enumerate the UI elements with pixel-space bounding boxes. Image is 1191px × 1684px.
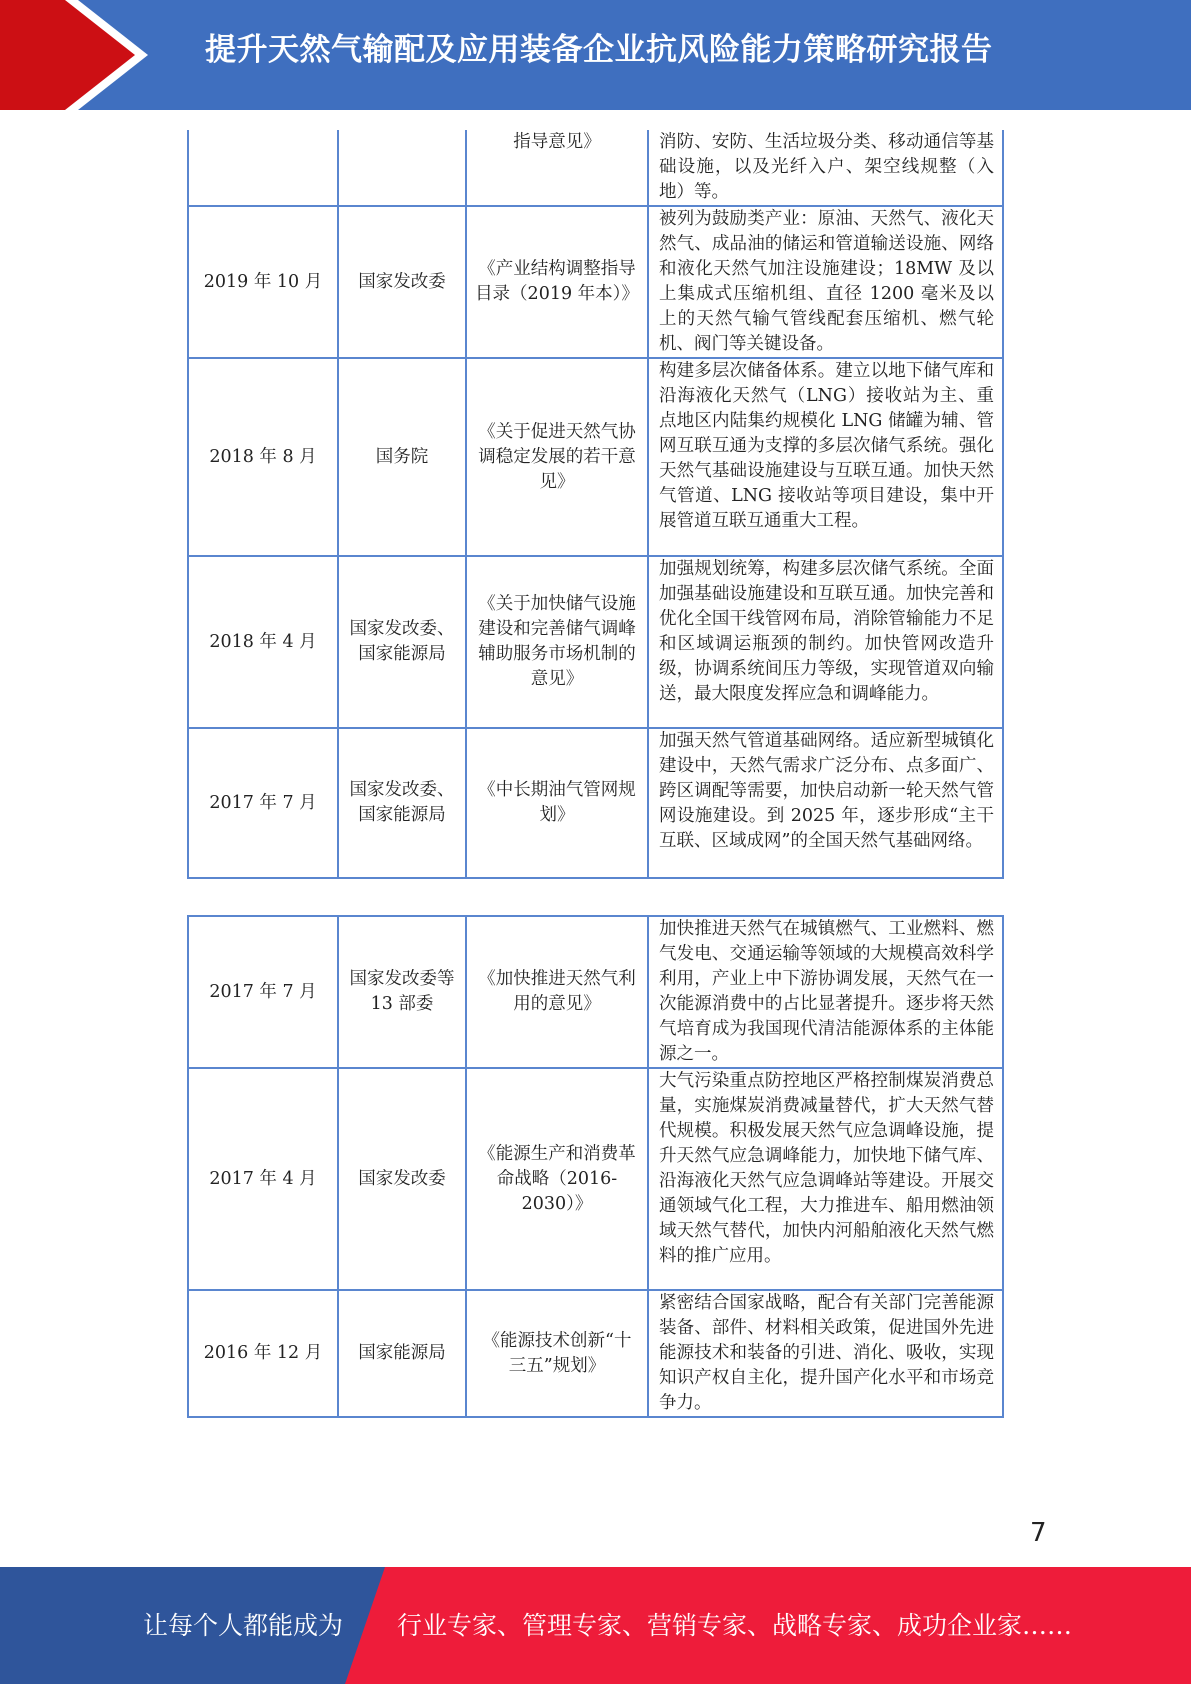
policy-title-cell: 《加快推进天然气利用的意见》 (466, 916, 648, 1068)
page-footer (0, 1567, 1191, 1684)
policy-table-2 (187, 915, 1004, 1418)
header-chevron-decoration (0, 0, 160, 110)
policy-title-cell: 指导意见》 (466, 130, 648, 206)
issuer-cell: 国家发改委 (338, 1068, 466, 1290)
policy-content-cell: 被列为鼓励类产业：原油、天然气、液化天然气、成品油的储运和管道输送设施、网络和液化天然气加注设施建设；18MW 及以上集成式压缩机组、直径 1200 毫米及以上的天然气输气管线配套压缩机、燃气轮机、阀门等关键设备。 (648, 206, 1003, 358)
policy-title-cell: 《关于加快储气设施建设和完善储气调峰辅助服务市场机制的意见》 (466, 556, 648, 728)
policy-content-cell: 构建多层次储备体系。建立以地下储气库和沿海液化天然气（LNG）接收站为主、重点地区内陆集约规模化 LNG 储罐为辅、管网互联互通为支撑的多层次储气系统。强化天然气基础设施建设与互联互通。加快天然气管道、LNG 接收站等项目建设，集中开展管道互联互通重大工程。 (648, 358, 1003, 556)
issuer-cell (338, 130, 466, 206)
policy-content-cell: 消防、安防、生活垃圾分类、移动通信等基础设施，以及光纤入户、架空线规整（入地）等。 (648, 130, 1003, 206)
issuer-cell: 国家发改委、国家能源局 (338, 556, 466, 728)
footer-slogan-right: 行业专家、管理专家、营销专家、战略专家、成功企业家…… (397, 1611, 1073, 1640)
policy-table-1 (187, 130, 1004, 879)
issuer-cell: 国家发改委、国家能源局 (338, 728, 466, 878)
table-row (188, 556, 1003, 728)
issuer-cell: 国务院 (338, 358, 466, 556)
date-cell (188, 130, 338, 206)
footer-slogan-left: 让每个人都能成为 (143, 1611, 344, 1640)
page-number: 7 (1030, 1518, 1047, 1548)
policy-content-cell: 大气污染重点防控地区严格控制煤炭消费总量，实施煤炭消费减量替代，扩大天然气替代规模。积极发展天然气应急调峰设施，提升天然气应急调峰能力，加快地下储气库、沿海液化天然气应急调峰站等建设。开展交通领域气化工程，大力推进车、船用燃油领域天然气替代，加快内河船舶液化天然气燃料的推广应用。 (648, 1068, 1003, 1290)
policy-content-cell: 加强天然气管道基础网络。适应新型城镇化建设中，天然气需求广泛分布、点多面广、跨区调配等需要，加快启动新一轮天然气管网设施建设。到 2025 年，逐步形成“主干互联、区域成网”的全国天然气基础网络。 (648, 728, 1003, 878)
policy-title-cell: 《中长期油气管网规划》 (466, 728, 648, 878)
table-row (188, 358, 1003, 556)
date-cell: 2016 年 12 月 (188, 1290, 338, 1417)
report-title: 提升天然气输配及应用装备企业抗风险能力策略研究报告 (205, 32, 993, 68)
table-row (188, 206, 1003, 358)
policy-title-cell: 《能源生产和消费革命战略（2016-2030）》 (466, 1068, 648, 1290)
table-row (188, 1068, 1003, 1290)
date-cell: 2017 年 7 月 (188, 916, 338, 1068)
issuer-cell: 国家发改委等 13 部委 (338, 916, 466, 1068)
table-row (188, 728, 1003, 878)
issuer-cell: 国家能源局 (338, 1290, 466, 1417)
table-row (188, 130, 1003, 206)
date-cell: 2018 年 4 月 (188, 556, 338, 728)
date-cell: 2019 年 10 月 (188, 206, 338, 358)
issuer-cell: 国家发改委 (338, 206, 466, 358)
date-cell: 2018 年 8 月 (188, 358, 338, 556)
date-cell: 2017 年 7 月 (188, 728, 338, 878)
table-row (188, 916, 1003, 1068)
policy-title-cell: 《产业结构调整指导目录（2019 年本）》 (466, 206, 648, 358)
policy-content-cell: 加快推进天然气在城镇燃气、工业燃料、燃气发电、交通运输等领域的大规模高效科学利用，产业上中下游协调发展，天然气在一次能源消费中的占比显著提升。逐步将天然气培育成为我国现代清洁能源体系的主体能源之一。 (648, 916, 1003, 1068)
date-cell: 2017 年 4 月 (188, 1068, 338, 1290)
policy-title-cell: 《关于促进天然气协调稳定发展的若干意见》 (466, 358, 648, 556)
page-header (0, 0, 1191, 110)
policy-title-cell: 《能源技术创新“十三五”规划》 (466, 1290, 648, 1417)
policy-content-cell: 紧密结合国家战略，配合有关部门完善能源装备、部件、材料相关政策，促进国外先进能源技术和装备的引进、消化、吸收，实现知识产权自主化，提升国产化水平和市场竞争力。 (648, 1290, 1003, 1417)
policy-content-cell: 加强规划统筹，构建多层次储气系统。全面加强基础设施建设和互联互通。加快完善和优化全国干线管网布局，消除管输能力不足和区域调运瓶颈的制约。加快管网改造升级，协调系统间压力等级，实现管道双向输送，最大限度发挥应急和调峰能力。 (648, 556, 1003, 728)
table-row (188, 1290, 1003, 1417)
